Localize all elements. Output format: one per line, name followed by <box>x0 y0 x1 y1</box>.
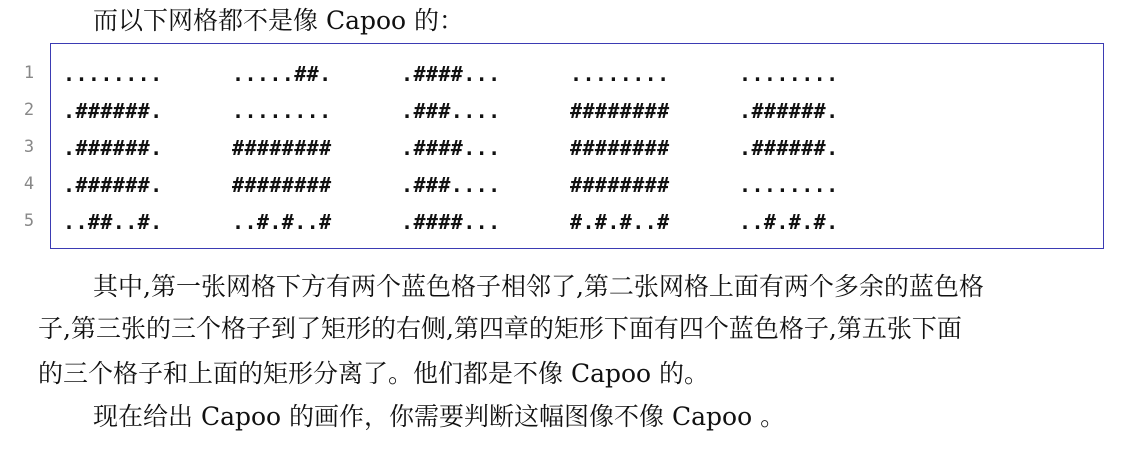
grid-cell: .######. <box>63 173 163 197</box>
grid-cell: ........ <box>739 62 839 86</box>
code-line <box>63 62 839 86</box>
code-line <box>63 136 839 160</box>
code-line <box>63 99 839 123</box>
grid-cell: #.#.#..# <box>570 210 670 234</box>
grid-cell: .######. <box>63 136 163 160</box>
grid-cell: ######## <box>570 173 670 197</box>
grid-cell: ######## <box>232 136 332 160</box>
grid-cell: .######. <box>739 99 839 123</box>
grid-cell: .######. <box>63 99 163 123</box>
explanation-line-3: 的三个格子和上面的矩形分离了。他们都是不像 Capoo 的。 <box>38 359 710 388</box>
line-number: 4 <box>23 174 35 194</box>
grid-cell: ..##..#. <box>63 210 163 234</box>
grid-cell: ..#.#..# <box>232 210 332 234</box>
grid-cell: ######## <box>232 173 332 197</box>
line-number: 2 <box>23 100 35 120</box>
grid-cell: ........ <box>63 62 163 86</box>
grid-cell: .###.... <box>401 173 501 197</box>
line-number: 5 <box>23 211 35 231</box>
code-line <box>63 173 839 197</box>
grid-cell: .####... <box>401 136 501 160</box>
explanation-line-2: 子,第三张的三个格子到了矩形的右侧,第四章的矩形下面有四个蓝色格子,第五张下面 <box>38 314 962 343</box>
grid-cell: ######## <box>570 136 670 160</box>
code-block <box>0 43 1106 251</box>
line-number-gutter <box>0 43 50 251</box>
task-paragraph: 现在给出 Capoo 的画作，你需要判断这幅图像不像 Capoo 。 <box>93 402 786 431</box>
grid-cell: .####... <box>401 210 501 234</box>
grid-cell: .######. <box>739 136 839 160</box>
grid-cell: ######## <box>570 99 670 123</box>
code-line <box>63 210 839 234</box>
explanation-line-1: 其中,第一张网格下方有两个蓝色格子相邻了,第二张网格上面有两个多余的蓝色格 <box>93 272 984 301</box>
line-number: 3 <box>23 137 35 157</box>
grid-cell: .###.... <box>401 99 501 123</box>
code-box <box>50 43 1104 249</box>
grid-cell: .....##. <box>232 62 332 86</box>
grid-cell: ........ <box>739 173 839 197</box>
line-number: 1 <box>23 63 35 83</box>
grid-cell: .####... <box>401 62 501 86</box>
grid-cell: ..#.#.#. <box>739 210 839 234</box>
grid-cell: ........ <box>570 62 670 86</box>
intro-paragraph: 而以下网格都不是像 Capoo 的： <box>93 6 465 35</box>
grid-cell: ........ <box>232 99 332 123</box>
